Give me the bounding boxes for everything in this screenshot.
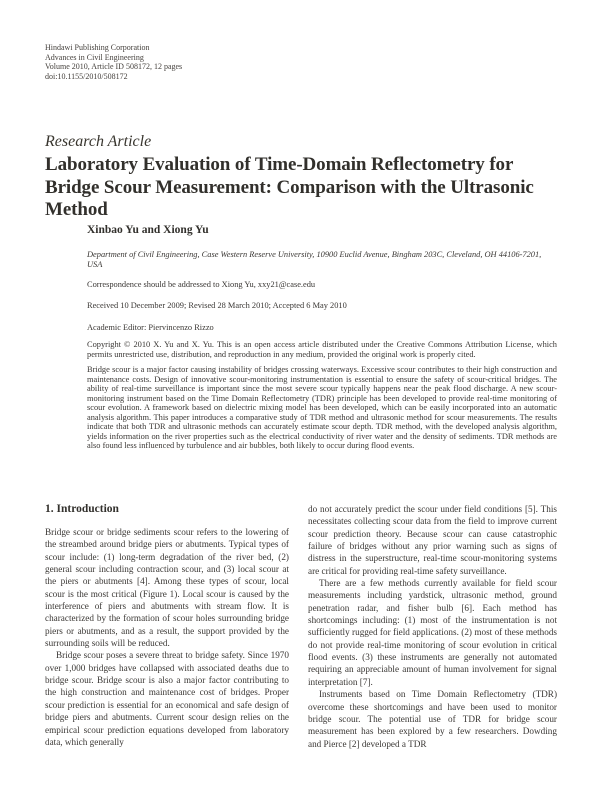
- article-title: Laboratory Evaluation of Time-Domain Reflectometry for Bridge Scour Measurement: Comparison with the Ultrasonic Method: [45, 154, 534, 220]
- intro-paragraph: Bridge scour poses a severe threat to bridge safety. Since 1970 over 1,000 bridges have collapsed with associated deaths due to bridge scour. Bridge scour is also a major factor contributing to the high construction and maintenance cost of bridges. Proper scour prediction is essential for an economical and safe design of bridge piers and abutments. Current scour design relies on the empirical scour prediction equations developed from laboratory data, which generally: [45, 650, 289, 747]
- intro-paragraph: do not accurately predict the scour under field conditions [5]. This necessitates collecting scour data from the field to improve current scour prediction theory. Because scour can cause catastrophic failure of bridges without any prior warning such as signs of distress in the superstructure, real-time scour-monitoring systems are critical for providing real-time safety surveillance.: [308, 504, 557, 576]
- volume-article-id-line: Volume 2010, Article ID 508172, 12 pages: [45, 62, 183, 72]
- intro-paragraph: There are a few methods currently available for field scour measurements including yardstick, ultrasonic method, ground penetration radar, and fisher bulb [6]. Each method has shortcomings including: (1) most of the instrumentation is not sufficiently rugged for field applications. (2) most of these methods do not provide real-time monitoring of scour evolution in critical flood events. (3) these instruments are generally not automated requiring an appreciable amount of human involvement for signal interpretation [7].: [308, 578, 557, 687]
- doi-line: doi:10.1155/2010/508172: [45, 72, 128, 82]
- journal-header: [45, 43, 182, 82]
- intro-right-column: [308, 503, 557, 750]
- correspondence-line: Correspondence should be addressed to Xiong Yu, xxy21@case.edu: [87, 280, 316, 289]
- author-affiliation: Department of Civil Engineering, Case Western Reserve University, 10900 Euclid Avenue, Bingham 203C, Cleveland, OH 44106-7201, USA: [87, 250, 542, 269]
- journal-name-line: Advances in Civil Engineering: [45, 52, 144, 62]
- intro-left-column: [45, 526, 289, 748]
- academic-editor-line: Academic Editor: Piervincenzo Rizzo: [87, 323, 214, 332]
- publisher-line: Hindawi Publishing Corporation: [45, 43, 150, 52]
- article-type-label: Research Article: [45, 133, 152, 150]
- intro-paragraph: Bridge scour or bridge sediments scour refers to the lowering of the streambed around bridge piers or abutments. Typical types of scour include: (1) long-term degradation of the river bed, (2) general scour including contraction scour, and (3) local scour at the piers or abutments [4]. Among these types of scour, local scour is the most critical (Figure 1). Local scour is caused by the interference of piers and abutments with stream flow. It is characterized by the formation of scour holes surrounding bridge piers or abutments, and as a result, the support provided by the surrounding soils will be reduced.: [45, 527, 289, 649]
- abstract-text: Bridge scour is a major factor causing instability of bridges crossing waterways. Excessive scour contributes to their high construction and maintenance costs. Design of innovative scour-monitoring instrumentation is essential to ensure the safety of scour-critical bridges. The ability of real-time surveillance is important since the most severe scour typically happens near the peak flood discharge. A new scour-monitoring instrument based on the Time Domain Reflectometry (TDR) principle has been developed to provide real-time monitoring of scour evolution. A framework based on dielectric mixing model has been developed, which can be easily incorporated into an automatic analysis algorithm. This paper introduces a comparative study of TDR method and ultrasonic method for scour measurements. The results indicate that both TDR and ultrasonic methods can accurately estimate scour depth. TDR method, with the developed analysis algorithm, yields information on the river properties such as the electrical conductivity of river water and the density of sediments. TDR methods are also found less influenced by turbulence and air bubbles, both likely to occur during flood events.: [87, 365, 557, 450]
- section-heading-introduction: 1. Introduction: [45, 503, 119, 515]
- intro-paragraph: Instruments based on Time Domain Reflectometry (TDR) overcome these shortcomings and have been used to monitor bridge scour. The potential use of TDR for bridge scour measurement has been explored by a few researchers. Dowding and Pierce [2] developed a TDR: [308, 689, 557, 749]
- author-names: Xinbao Yu and Xiong Yu: [87, 224, 209, 236]
- received-revised-accepted-line: Received 10 December 2009; Revised 28 March 2010; Accepted 6 May 2010: [87, 301, 347, 310]
- copyright-notice: Copyright © 2010 X. Yu and X. Yu. This is an open access article distributed under the Creative Commons Attribution License, which permits unrestricted use, distribution, and reproduction in any medium, provided the original work is properly cited.: [87, 340, 557, 359]
